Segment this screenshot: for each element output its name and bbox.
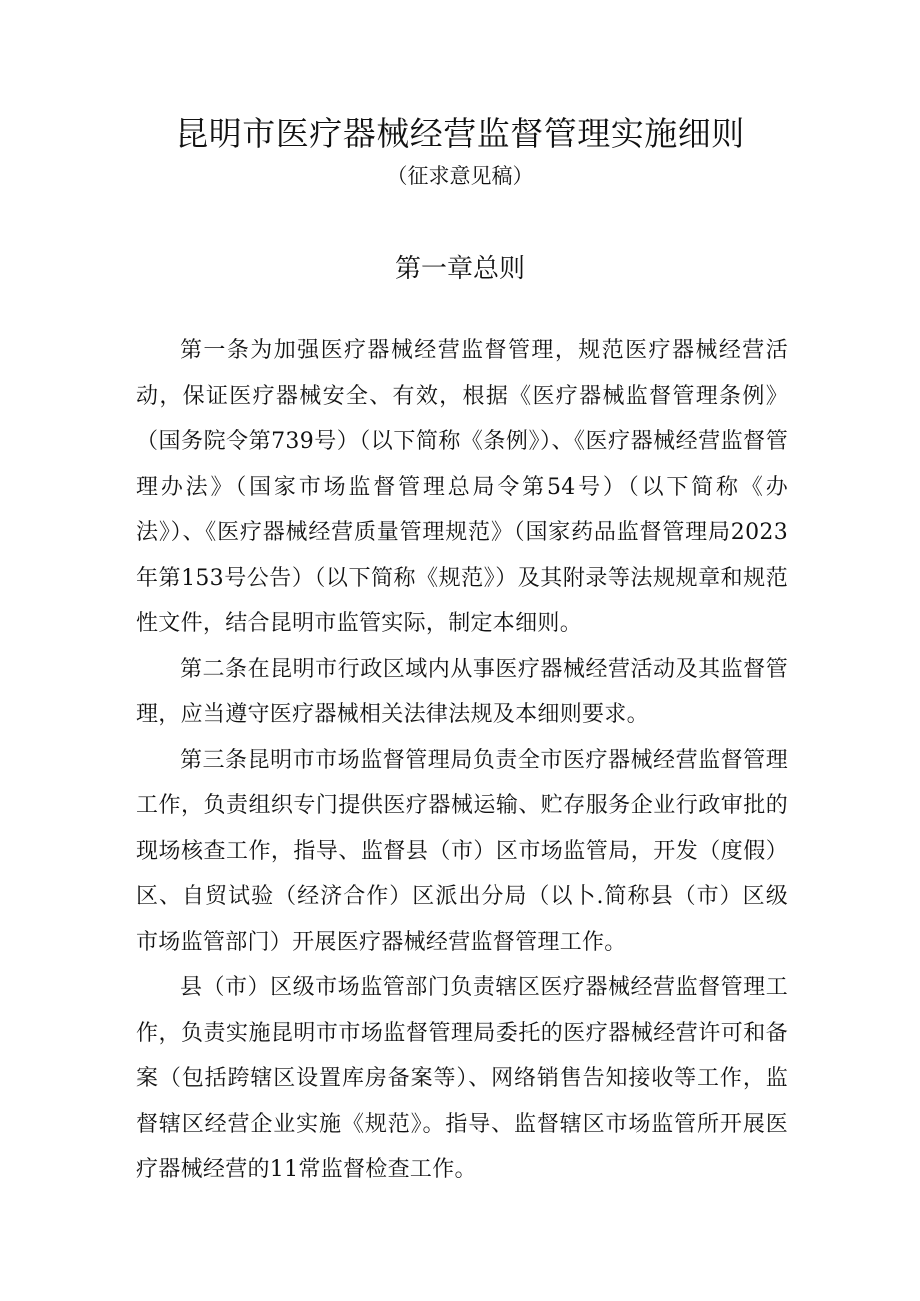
- paragraph-article-2: 第二条在昆明市行政区域内从事医疗器械经营活动及其监督管理，应当遵守医疗器械相关法律法规及本细则要求。: [136, 656, 788, 727]
- document-title: 昆明市医疗器械经营监督管理实施细则: [175, 114, 745, 153]
- document-body: [136, 328, 788, 1193]
- chapter-heading: 第一章总则: [394, 254, 525, 284]
- paragraph-county-duties: 县（市）区级市场监管部门负责辖区医疗器械经营监督管理工作，负责实施昆明市市场监督管理局委托的医疗器械经营许可和备案（包括跨辖区设置库房备案等）、网络销售告知接收等工作，监督辖区经营企业实施《规范》。指导、监督辖区市场监管所开展医疗器械经营的11常监督检查工作。: [136, 975, 788, 1182]
- document-subtitle: （征求意见稿）: [386, 164, 534, 188]
- paragraph-article-3: 第三条昆明市市场监督管理局负责全市医疗器械经营监督管理工作，负责组织专门提供医疗器械运输、贮存服务企业行政审批的现场核查工作，指导、监督县（市）区市场监管局，开发（度假）区、自贸试验（经济合作）区派出分局（以卜.简称县（市）区级市场监管部门）开展医疗器械经营监督管理工作。: [136, 747, 788, 955]
- paragraph-article-1: 第一条为加强医疗器械经营监督管理，规范医疗器械经营活动，保证医疗器械安全、有效，根据《医疗器械监督管理条例》（国务院令第739号）（以下简称《条例》）、《医疗器械经营监督管理办法》（国家市场监督管理总局令第54号）（以下简称《办法》）、《医疗器械经营质量管理规范》（国家药品监督管理局2023年第153号公告）（以下简称《规范》）及其附录等法规规章和规范性文件，结合昆明市监管实际，制定本细则。: [136, 338, 788, 636]
